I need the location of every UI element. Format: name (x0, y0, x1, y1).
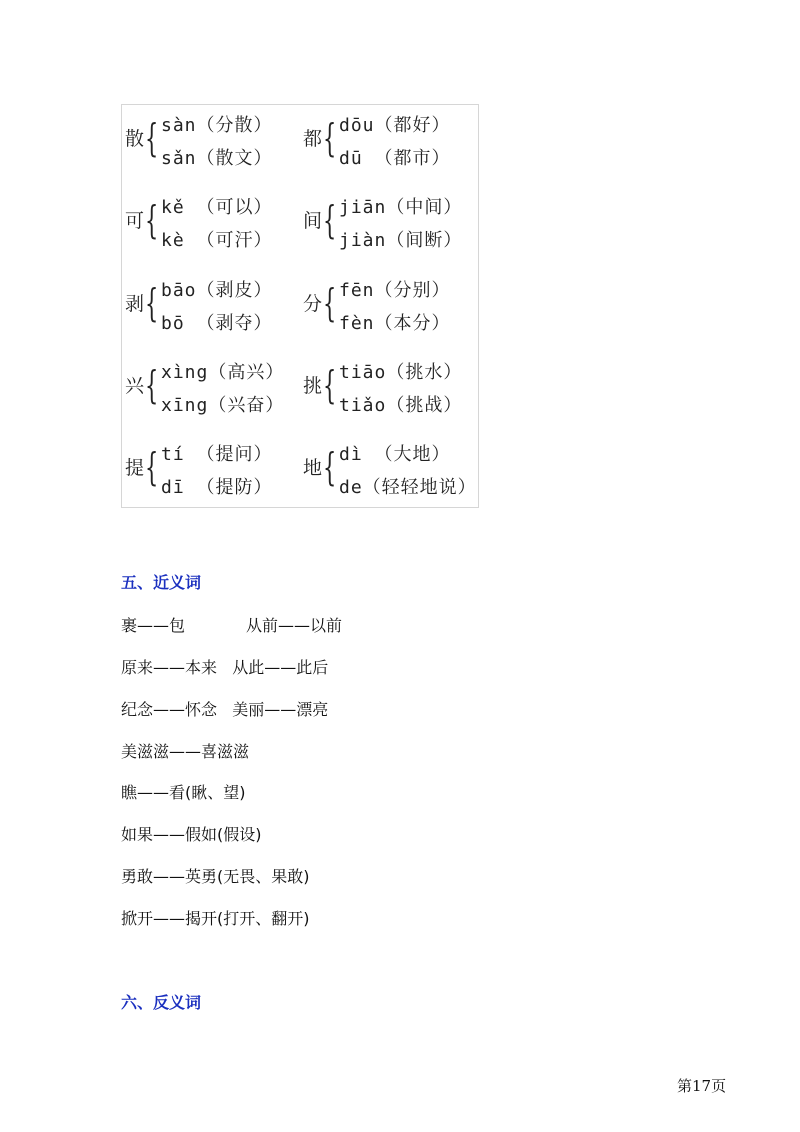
polyphone-entry (125, 280, 295, 334)
synonym-line: 瞧——看(瞅、望) (121, 783, 246, 802)
brace-icon: { (323, 116, 337, 160)
polyphone-char: 剥 (125, 293, 145, 315)
brace-icon: { (145, 198, 159, 242)
brace-icon: { (145, 281, 159, 325)
brace-icon: { (323, 198, 337, 242)
polyphone-entry (125, 197, 295, 251)
reading-line: dī （提防） (161, 477, 273, 498)
reading-line: xìng（高兴） (161, 362, 285, 383)
reading-line: fèn（本分） (339, 313, 451, 334)
polyphone-char: 分 (303, 293, 323, 315)
polyphone-char: 地 (303, 457, 323, 479)
polyphone-char: 都 (303, 128, 323, 150)
polyphonic-chart (121, 104, 479, 508)
reading-line: bāo（剥皮） (161, 280, 273, 301)
polyphone-char: 提 (125, 457, 145, 479)
reading-line: tí （提问） (161, 444, 273, 465)
polyphone-entry (125, 115, 295, 169)
synonym-line: 勇敢——英勇(无畏、果敢) (121, 867, 310, 886)
reading-line: fēn（分别） (339, 280, 451, 301)
synonym-line: 裹——包 从前——以前 (121, 616, 343, 635)
synonyms-heading: 五、近义词 (121, 573, 202, 592)
reading-line: kě （可以） (161, 197, 273, 218)
polyphone-entry (303, 115, 478, 169)
antonyms-heading: 六、反义词 (121, 993, 202, 1012)
reading-line: de（轻轻地说） (339, 477, 477, 498)
polyphone-entry (303, 444, 478, 498)
brace-icon: { (145, 445, 159, 489)
synonym-line: 美滋滋——喜滋滋 (121, 742, 250, 761)
reading-line: sǎn（散文） (161, 148, 273, 169)
polyphone-entry (303, 280, 478, 334)
polyphone-entry (125, 444, 295, 498)
reading-line: bō （剥夺） (161, 313, 273, 334)
page-number: 第17页 (677, 1077, 727, 1095)
reading-line: kè （可汗） (161, 230, 273, 251)
brace-icon: { (145, 363, 159, 407)
reading-line: sàn（分散） (161, 115, 273, 136)
brace-icon: { (323, 363, 337, 407)
brace-icon: { (323, 281, 337, 325)
polyphone-char: 散 (125, 128, 145, 150)
synonym-line: 如果——假如(假设) (121, 825, 262, 844)
synonym-line: 原来——本来 从此——此后 (121, 658, 329, 677)
polyphone-char: 兴 (125, 375, 145, 397)
reading-line: jiàn（间断） (339, 230, 463, 251)
polyphone-char: 可 (125, 210, 145, 232)
polyphone-entry (125, 362, 295, 416)
brace-icon: { (323, 445, 337, 489)
synonym-line: 纪念——怀念 美丽——漂亮 (121, 700, 329, 719)
reading-line: xīng（兴奋） (161, 395, 285, 416)
reading-line: dì （大地） (339, 444, 451, 465)
reading-line: dū （都市） (339, 148, 451, 169)
reading-line: tiāo（挑水） (339, 362, 463, 383)
polyphone-char: 挑 (303, 375, 323, 397)
brace-icon: { (145, 116, 159, 160)
polyphone-entry (303, 362, 478, 416)
polyphone-char: 间 (303, 210, 323, 232)
reading-line: jiān（中间） (339, 197, 463, 218)
reading-line: tiǎo（挑战） (339, 395, 463, 416)
synonym-line: 掀开——揭开(打开、翻开) (121, 909, 310, 928)
reading-line: dōu（都好） (339, 115, 451, 136)
polyphone-entry (303, 197, 478, 251)
